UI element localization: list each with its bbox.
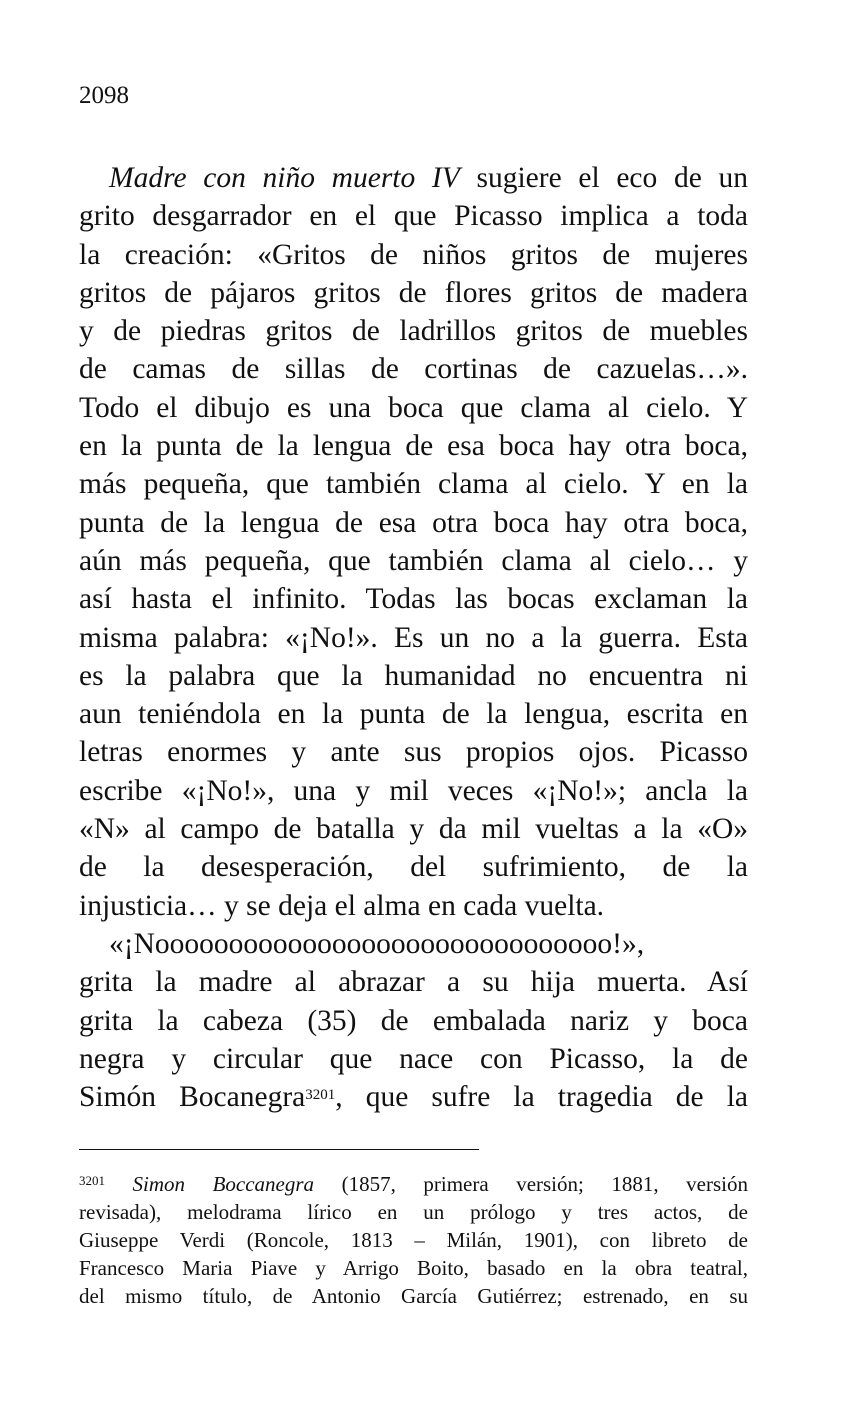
- paragraph-1: [79, 159, 748, 925]
- text-line: grito desgarrador en el que Picasso implica a toda: [79, 200, 748, 233]
- body-text: [79, 159, 748, 1116]
- text-line: «N» al campo de batalla y da mil vueltas a la «O»: [79, 813, 748, 846]
- artwork-title: Madre con niño muerto IV: [109, 162, 460, 194]
- text-line: escribe «¡No!», una y mil veces «¡No!»; ancla la: [79, 774, 748, 807]
- footnote-3201: [79, 1170, 748, 1310]
- footnote-title: Simon Boccanegra: [132, 1172, 315, 1196]
- text-line: letras enormes y ante sus propios ojos. Picasso: [79, 736, 748, 769]
- text-line: grita la madre al abrazar a su hija muerta. Así: [79, 966, 748, 999]
- text-line: «¡Nooooooooooooooooooooooooooooooo!»,: [109, 927, 645, 960]
- text-line: de camas de sillas de cortinas de cazuelas…».: [79, 353, 748, 386]
- text-line: la creación: «Gritos de niños gritos de mujeres: [79, 238, 748, 271]
- text-line: misma palabra: «¡No!». Es un no a la guerra. Esta: [79, 621, 748, 654]
- text-line: injusticia… y se deja el alma en cada vuelta.: [79, 889, 605, 922]
- text-line: punta de la lengua de esa otra boca hay otra boca,: [79, 506, 748, 539]
- text-line: Madre con niño muerto IV sugiere el eco de un: [109, 162, 748, 194]
- text-line: Simón Bocanegra$^{3201}$, que sufre la tragedia de la: [79, 1081, 748, 1114]
- footnote-line: del mismo título, de Antonio García Gutiérrez; estrenado, en su: [79, 1284, 748, 1308]
- paragraph-2: [79, 925, 748, 1116]
- footnote-number: 3201: [79, 1173, 105, 1188]
- text-line: más pequeña, que también clama al cielo. Y en la: [79, 468, 748, 501]
- footnote-line: Francesco Maria Piave y Arrigo Boito, basado en la obra teatral,: [79, 1256, 748, 1280]
- footnote-line: $^{3201}$ Simon Boccanegra (1857, primera versión; 1881, versión: [79, 1172, 748, 1196]
- text-line: gritos de pájaros gritos de flores gritos de madera: [79, 276, 748, 309]
- text-line: aún más pequeña, que también clama al cielo… y: [79, 544, 748, 577]
- text-line: grita la cabeza (35) de embalada nariz y boca: [79, 1004, 748, 1037]
- footnote-line: revisada), melodrama lírico en un prólogo y tres actos, de: [79, 1200, 748, 1224]
- text-line: aun teniéndola en la punta de la lengua, escrita en: [79, 698, 748, 731]
- text-line: así hasta el infinito. Todas las bocas exclaman la: [79, 583, 748, 616]
- text-line: Todo el dibujo es una boca que clama al cielo. Y: [79, 391, 748, 424]
- text-line: negra y circular que nace con Picasso, la de: [79, 1042, 748, 1075]
- text-line: de la desesperación, del sufrimiento, de la: [79, 851, 748, 884]
- text-line: es la palabra que la humanidad no encuentra ni: [79, 659, 748, 692]
- footnote-divider: [79, 1149, 479, 1150]
- page-number: 2098: [79, 82, 129, 109]
- text-line: y de piedras gritos de ladrillos gritos de muebles: [79, 315, 748, 348]
- footnote-line: Giuseppe Verdi (Roncole, 1813 – Milán, 1901), con libreto de: [79, 1228, 748, 1252]
- footnote-reference[interactable]: 3201: [305, 1087, 336, 1104]
- text-line: en la punta de la lengua de esa boca hay otra boca,: [79, 430, 748, 463]
